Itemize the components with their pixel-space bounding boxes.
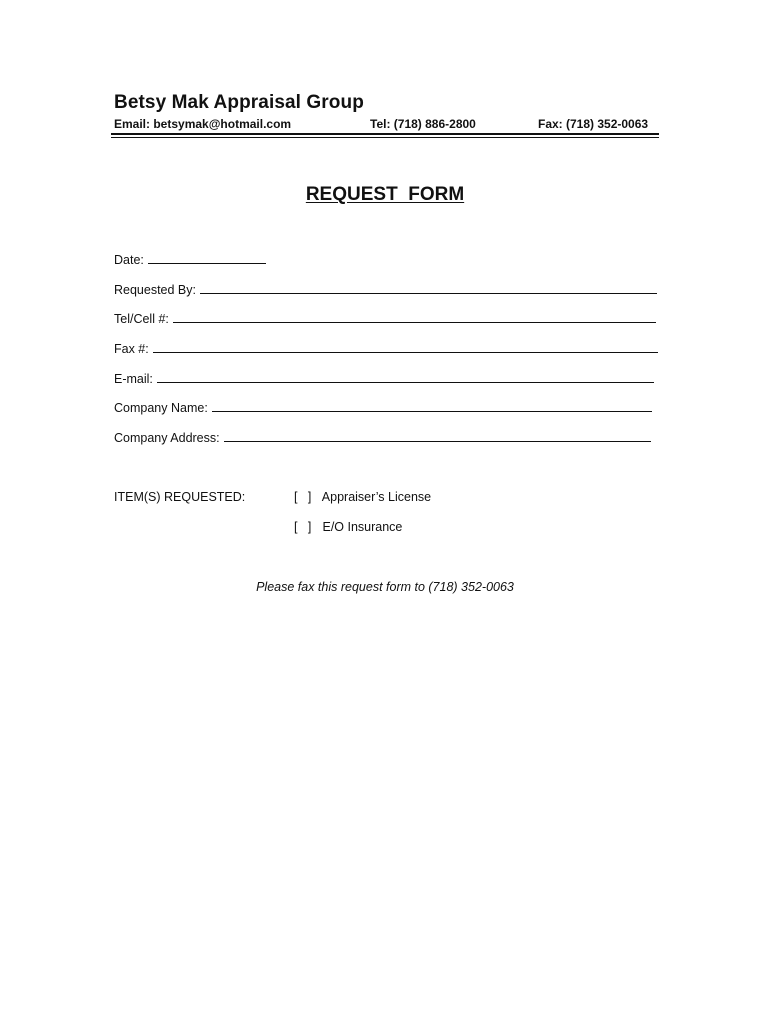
field-requested-by [114,283,657,297]
company-name: Betsy Mak Appraisal Group [114,92,364,113]
field-email [114,372,654,386]
item-eo-insurance[interactable] [294,520,402,534]
field-company-address [114,431,651,445]
header-rule-thick [111,133,659,135]
field-email-label: E-mail: [114,372,153,386]
items-requested-label: ITEM(S) REQUESTED: [114,490,246,504]
form-title: REQUEST FORM [305,184,465,205]
field-company-address-label: Company Address: [114,431,220,445]
contact-row [114,117,659,133]
contact-email: Email: betsymak@hotmail.com [114,117,292,131]
fax-instruction-note: Please fax this request form to (718) 352-0063 [256,580,514,594]
checkbox-appraisers-license[interactable]: [ ] [294,490,312,504]
field-company-name-label: Company Name: [114,401,208,415]
field-fax [114,342,658,356]
field-date-line[interactable] [148,253,266,264]
field-fax-label: Fax #: [114,342,149,356]
field-requested-by-label: Requested By: [114,283,196,297]
item-appraisers-license[interactable] [294,490,431,504]
item-appraisers-license-label: Appraiser’s License [321,490,432,504]
field-tel-cell-label: Tel/Cell #: [114,312,169,326]
header-rule-thin [111,137,659,138]
field-company-address-line[interactable] [224,431,651,442]
field-company-name-line[interactable] [212,401,652,412]
checkbox-eo-insurance[interactable]: [ ] [294,520,312,534]
field-requested-by-line[interactable] [200,283,657,294]
field-fax-line[interactable] [153,342,658,353]
field-email-line[interactable] [157,372,654,383]
field-date [114,253,266,267]
field-date-label: Date: [114,253,144,267]
contact-fax: Fax: (718) 352-0063 [538,117,649,131]
field-tel-cell-line[interactable] [173,312,656,323]
field-tel-cell [114,312,656,326]
field-company-name [114,401,652,415]
item-eo-insurance-label: E/O Insurance [322,520,403,534]
contact-tel: Tel: (718) 886-2800 [370,117,476,131]
